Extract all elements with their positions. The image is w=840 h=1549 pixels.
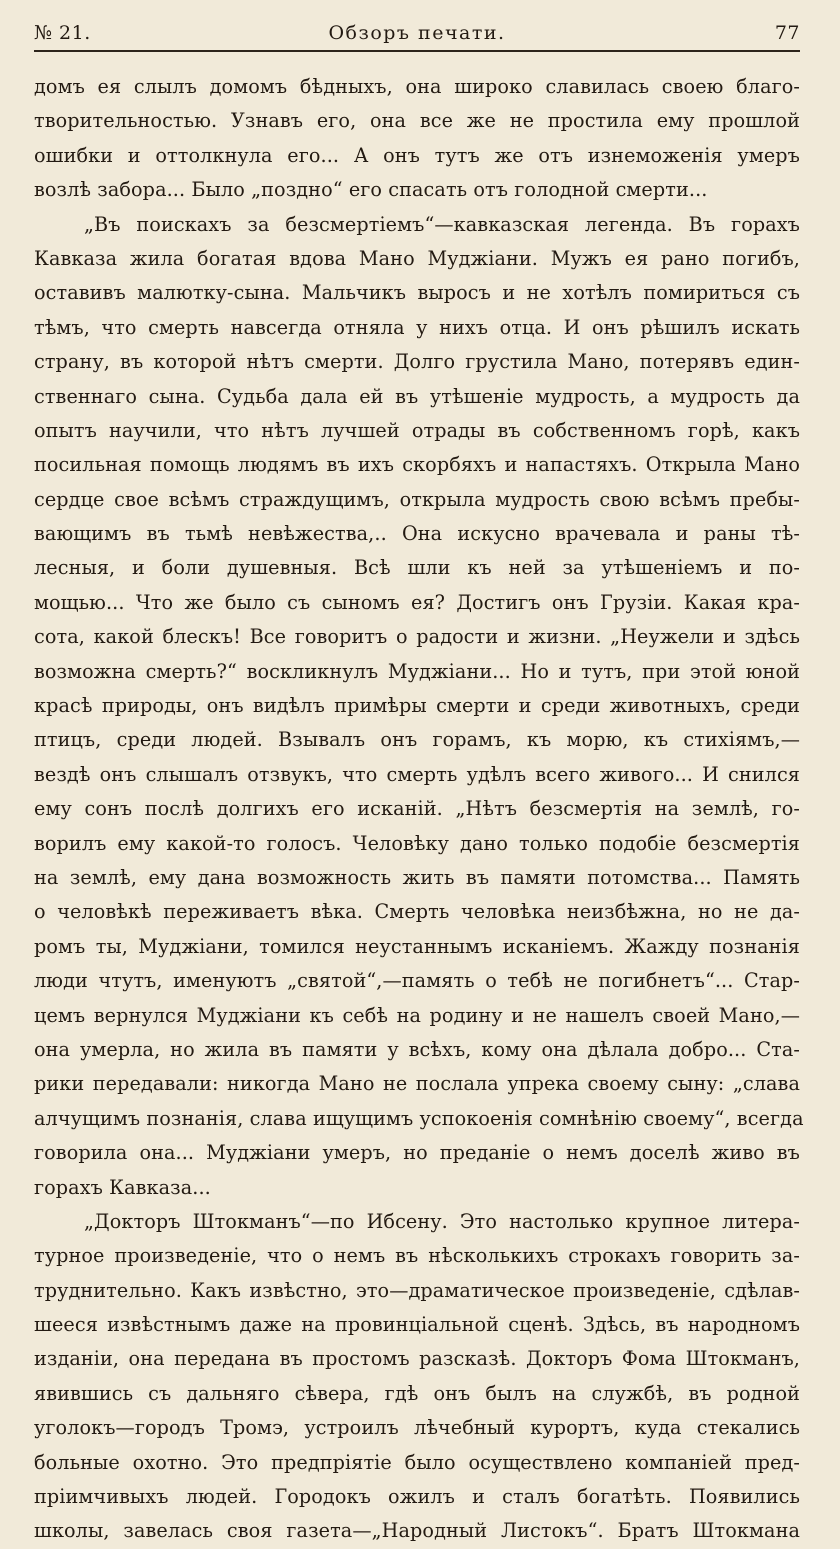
text-line: сота, какой блескъ! Все говоритъ о радости и жизни. „Неужели и здѣсь [34,625,800,649]
text-line: возможна смерть?“ воскликнулъ Муджіани... Но и тутъ, при этой юной [34,659,800,683]
text-line: ственнаго сына. Судьба дала ей въ утѣшеніе мудрость, а мудрость да [34,384,800,408]
text-line: птицъ, среди людей. Взывалъ онъ горамъ, къ морю, къ стихіямъ,— [34,728,800,752]
text-line: творительностью. Узнавъ его, она все же не простила ему прошлой [34,109,800,133]
text-line: турное произведеніе, что о немъ въ нѣсколькихъ строкахъ говорить за- [34,1244,800,1268]
text-line: страну, въ которой нѣтъ смерти. Долго грустила Мано, потерявъ един- [34,350,800,374]
text-line: тѣмъ, что смерть навсегда отняла у нихъ отца. И онъ рѣшилъ искать [34,315,800,339]
text-line: опытъ научили, что нѣтъ лучшей отрады въ собственномъ горѣ, какъ [34,418,800,442]
text-line: школы, завелась своя газета—„Народный Листокъ“. Братъ Штокмана [34,1519,800,1543]
text-line: ворилъ ему какой-то голосъ. Человѣку дано только подобіе безсмертія [34,831,800,855]
header-rule [34,50,800,52]
text-line: пріимчивыхъ людей. Городокъ ожилъ и сталъ богатѣть. Появились [34,1485,800,1509]
text-line: ромъ ты, Муджіани, томился неустаннымъ исканіемъ. Жажду познанія [34,934,800,958]
text-line: на землѣ, ему дана возможность жить въ памяти потомства... Память [34,865,800,889]
text-line: горахъ Кавказа... [34,1175,211,1199]
text-line: явившись съ дальняго сѣвера, гдѣ онъ былъ на службѣ, въ родной [34,1381,800,1405]
text-line: домъ ея слылъ домомъ бѣдныхъ, она широко славилась своею благо- [34,75,800,98]
text-line: она умерла, но жила въ памяти у всѣхъ, кому она дѣлала добро... Ста- [34,1037,800,1061]
text-line: ошибки и оттолкнула его... А онъ тутъ же отъ изнеможенія умеръ [34,143,800,167]
text-line: вездѣ онъ слышалъ отзвукъ, что смерть удѣлъ всего живого... И снился [34,762,800,786]
text-line: цемъ вернулся Муджіани къ себѣ на родину и не нашелъ своей Мано,— [34,1003,800,1027]
text-line: Кавказа жила богатая вдова Мано Муджіани. Мужъ ея рано погибъ, [34,246,800,270]
issue-number: № 21. [34,22,91,44]
section-title: Обзоръ печати. [328,22,506,44]
text-line: больные охотно. Это предпріятіе было осуществлено компаніей пред- [34,1450,800,1474]
text-line: изданіи, она передана въ простомъ разсказѣ. Докторъ Фома Штокманъ, [34,1347,800,1371]
text-line: алчущимъ познанія, слава ищущимъ успокоенія сомнѣнію своему“, всегда [34,1106,804,1130]
text-line: оставивъ малютку-сына. Мальчикъ выросъ и не хотѣлъ помириться съ [34,281,800,305]
text-line: посильная помощь людямъ въ ихъ скорбяхъ и напастяхъ. Открыла Мано [34,453,800,477]
running-header [34,20,800,50]
body-text [34,70,804,1549]
text-line: рики передавали: никогда Мано не послала упрека своему сыну: „слава [34,1072,800,1096]
text-line: о человѣкѣ переживаетъ вѣка. Смерть человѣка неизбѣжна, но не да- [34,900,800,924]
text-line: „Въ поискахъ за безсмертіемъ“—кавказская легенда. Въ горахъ [84,212,800,236]
text-line: красѣ природы, онъ видѣлъ примѣры смерти и среди животныхъ, среди [34,694,800,718]
text-line: труднительно. Какъ извѣстно, это—драматическое произведеніе, сдѣлав- [34,1278,800,1302]
text-line: вающимъ въ тьмѣ невѣжества,.. Она искусно врачевала и раны тѣ- [34,522,800,546]
text-line: люди чтутъ, именуютъ „святой“,—память о тебѣ не погибнетъ“... Стар- [34,969,800,993]
text-line: сердце свое всѣмъ страждущимъ, открыла мудрость свою всѣмъ пребы- [34,487,800,511]
page-number: 77 [774,22,800,44]
text-line: уголокъ—городъ Тромэ, устроилъ лѣчебный курортъ, куда стекались [34,1416,800,1440]
text-line: ему сонъ послѣ долгихъ его исканій. „Нѣтъ безсмертія на землѣ, го- [34,797,800,821]
text-line: говорила она... Муджіани умеръ, но преданіе о немъ доселѣ живо въ [34,1141,800,1165]
text-line: „Докторъ Штокманъ“—по Ибсену. Это настолько крупное литера- [84,1209,800,1233]
text-line: мощью... Что же было съ сыномъ ея? Достигъ онъ Грузіи. Какая кра- [34,590,800,614]
text-line: возлѣ забора... Было „поздно“ его спасать отъ голодной смерти... [34,178,708,202]
text-line: лесныя, и боли душевныя. Всѣ шли къ ней за утѣшеніемъ и по- [34,556,800,580]
text-line: шееся извѣстнымъ даже на провинціальной сценѣ. Здѣсь, въ народномъ [34,1313,800,1337]
